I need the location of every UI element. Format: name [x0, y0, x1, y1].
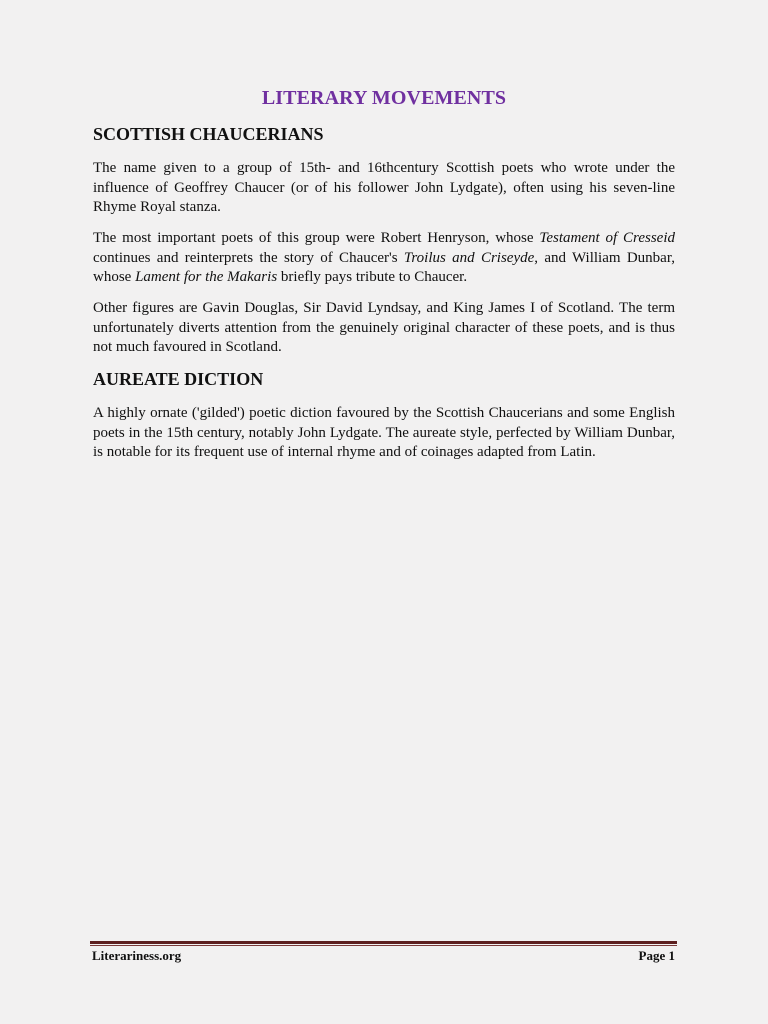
paragraph-chaucerians-other-figures: Other figures are Gavin Douglas, Sir David Lyndsay, and King James I of Scotland. The term unfortunately diverts attention from the genuinely original character of these poets, and is thus not much favoured in Scotland.	[93, 300, 675, 355]
work-title-testament-of-cresseid: Testament of Cresseid	[539, 230, 675, 246]
paragraph-aureate-diction: A highly ornate ('gilded') poetic diction favoured by the Scottish Chaucerians and some English poets in the 15th century, notably John Lydgate. The aureate style, perfected by William Dunbar, is notable for its frequent use of internal rhyme and of coinages adapted from Latin.	[93, 405, 675, 460]
work-title-lament-for-the-makaris: Lament for the Makaris	[135, 269, 278, 285]
text-run: continues and reinterprets the story of Chaucer's	[93, 249, 404, 266]
section-heading-aureate-diction: AUREATE DICTION	[93, 369, 264, 389]
work-title-troilus-and-criseyde: Troilus and Criseyde	[403, 249, 535, 266]
document-page	[93, 0, 675, 1024]
text-run: , and William Dunbar, whose	[93, 249, 675, 285]
footer-page-number: Page 1	[638, 948, 675, 963]
footer-rule	[90, 941, 677, 944]
footer-site-name: Literariness.org	[92, 948, 182, 963]
section-heading-scottish-chaucerians: SCOTTISH CHAUCERIANS	[93, 124, 324, 144]
document-title: LITERARY MOVEMENTS	[261, 87, 507, 109]
paragraph-chaucerians-poets	[93, 229, 675, 288]
footer-rule-thin	[90, 945, 677, 946]
paragraph-chaucerians-definition: The name given to a group of 15th- and 16thcentury Scottish poets who wrote under the influence of Geoffrey Chaucer (or of his follower John Lydgate), often using his seven-line Rhyme Royal stanza.	[93, 160, 675, 215]
text-run: briefly pays tribute to Chaucer.	[277, 269, 468, 285]
text-run: The most important poets of this group were Robert Henryson, whose	[93, 230, 540, 246]
